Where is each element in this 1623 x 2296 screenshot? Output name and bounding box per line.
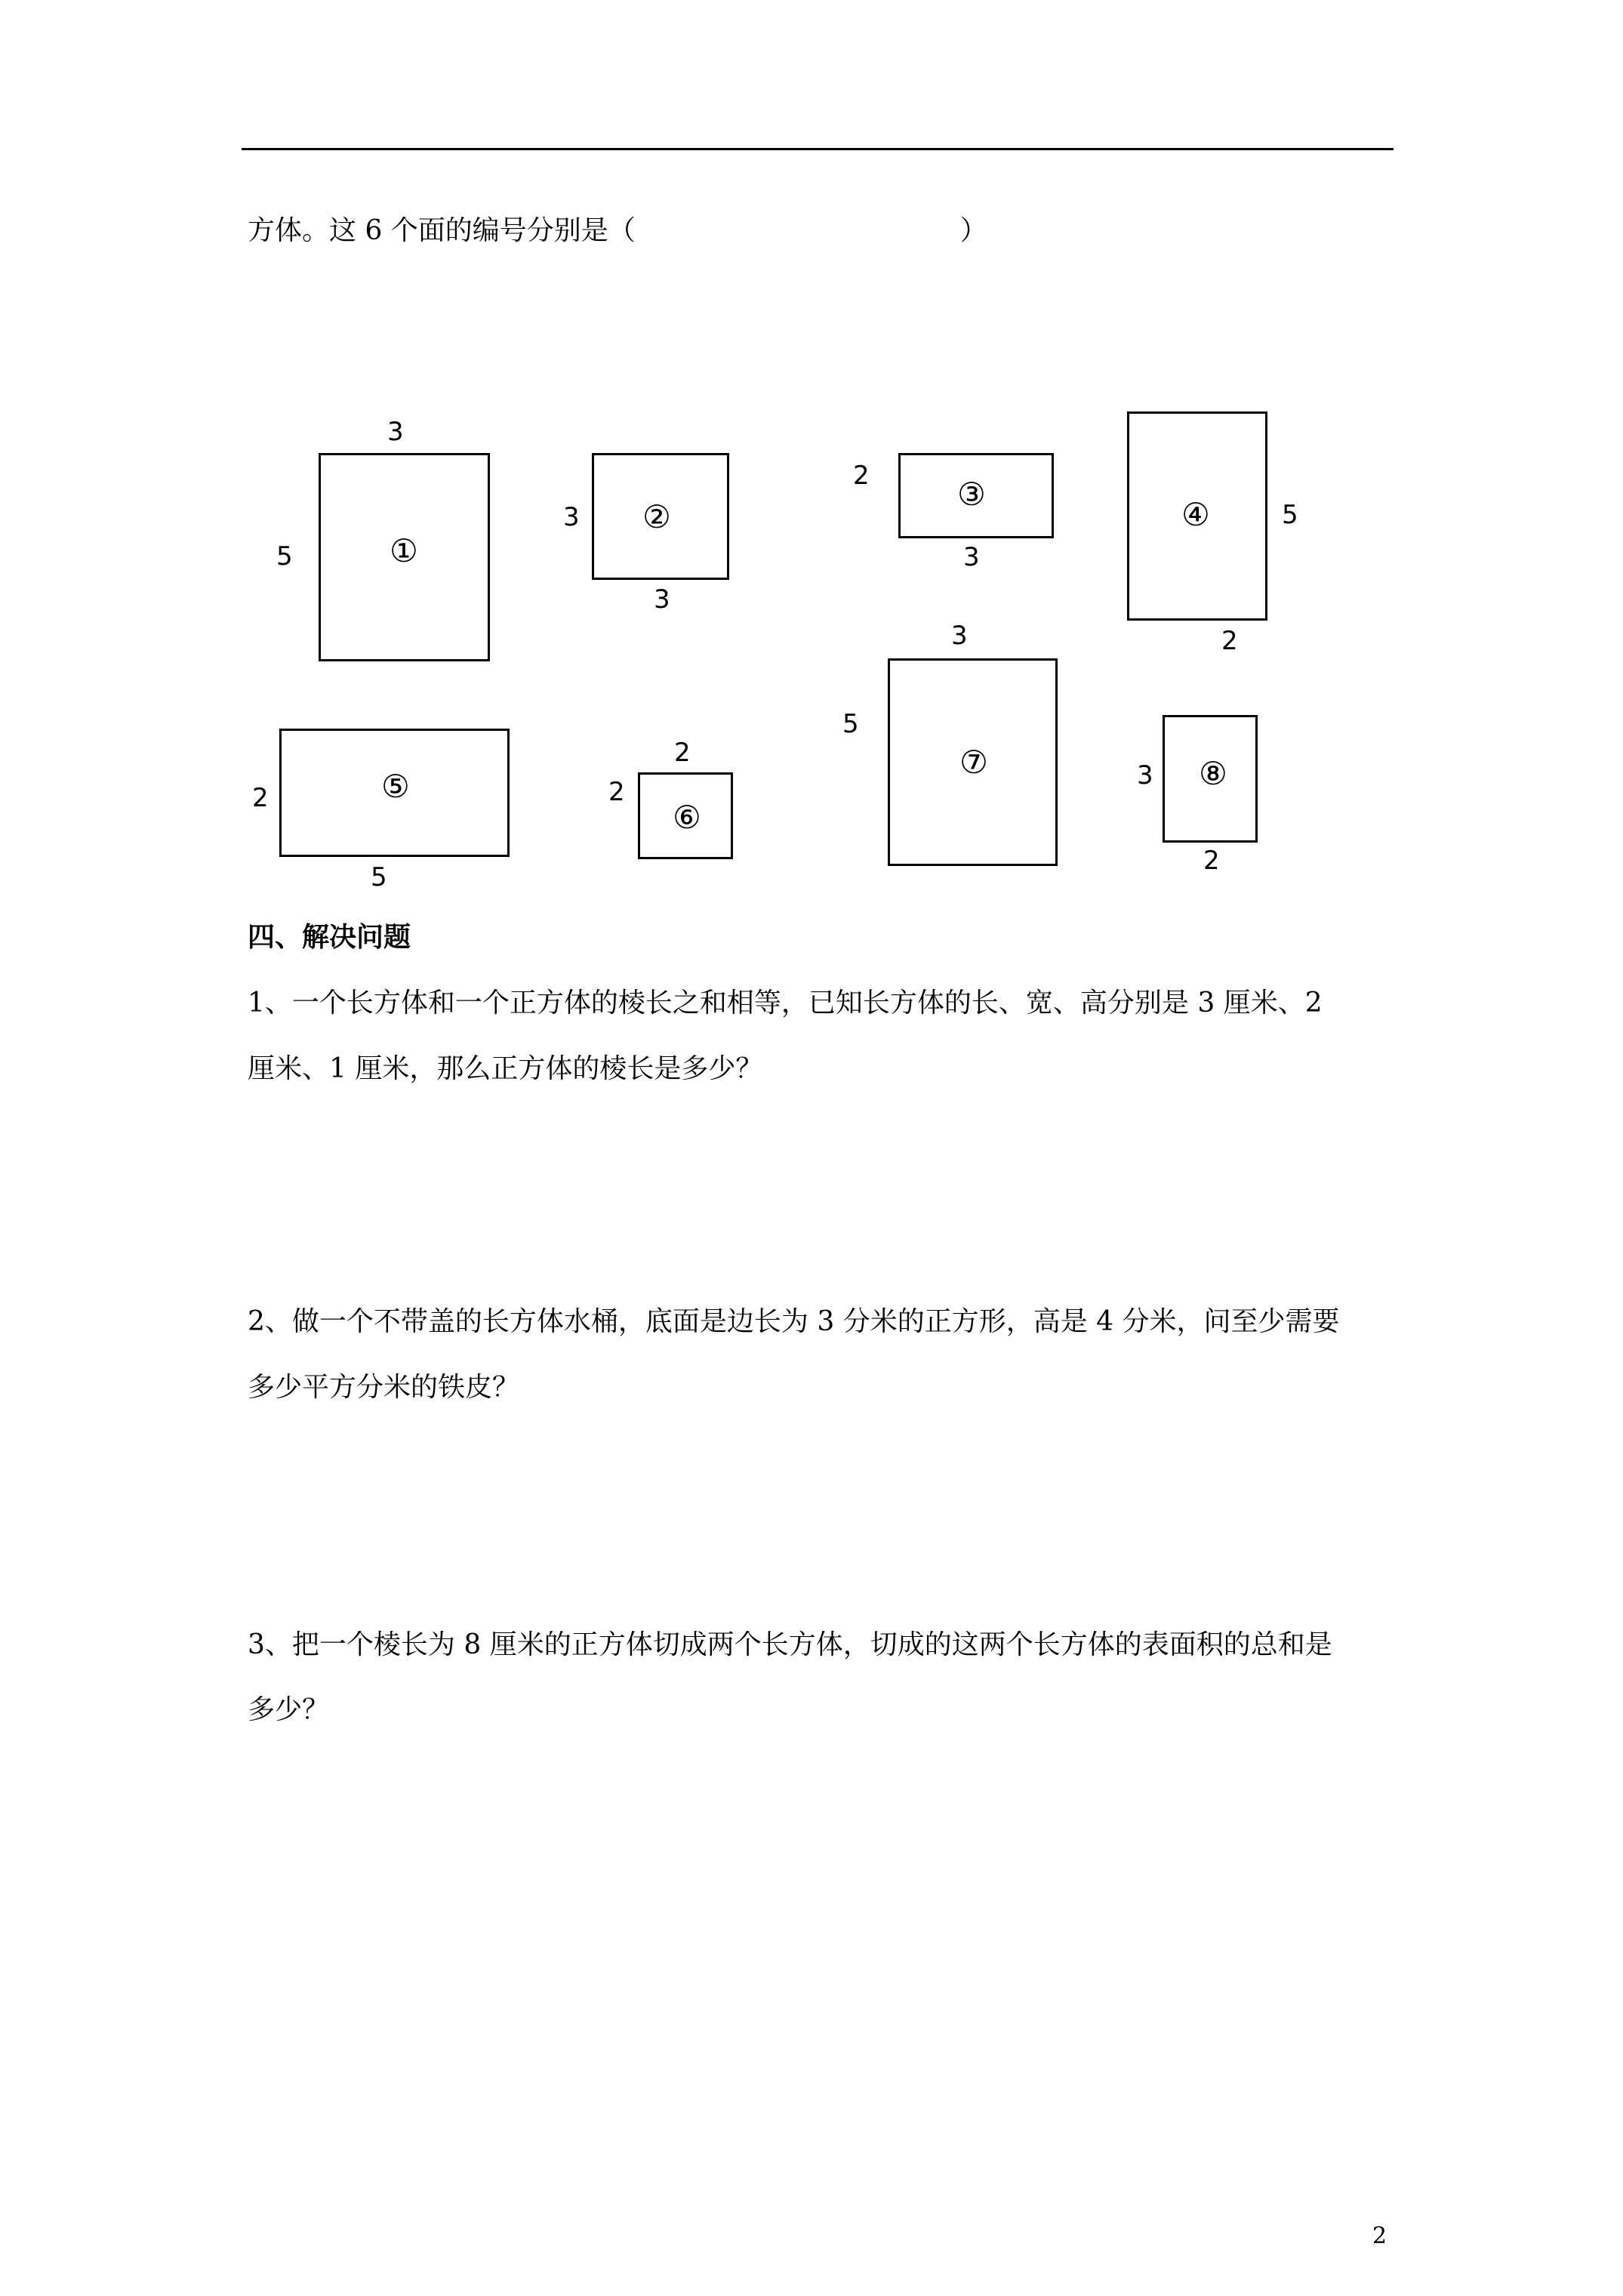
question-continuation xyxy=(248,217,987,245)
page-number: 2 xyxy=(1372,2223,1387,2249)
question-3-line-2: 多少？ xyxy=(248,1694,330,1725)
face-1-label: ① xyxy=(390,532,418,569)
face-5-height: 2 xyxy=(252,783,269,813)
face-6-width: 2 xyxy=(674,738,691,768)
face-6-height: 2 xyxy=(608,777,625,807)
face-1-width: 3 xyxy=(387,417,404,447)
question-3-line-1: 3、把一个棱长为 8 厘米的正方体切成两个长方体，切成的这两个长方体的表面积的总和是 xyxy=(248,1629,1332,1660)
face-3-width: 3 xyxy=(963,542,980,572)
face-4-width: 2 xyxy=(1221,626,1238,656)
face-8-height: 3 xyxy=(1137,760,1153,791)
face-8-label: ⑧ xyxy=(1199,755,1227,792)
face-6-label: ⑥ xyxy=(673,799,701,836)
face-5-width: 5 xyxy=(371,862,387,892)
continuation-close: ） xyxy=(959,215,987,246)
header-rule xyxy=(242,148,1394,150)
continuation-text: 方体。这 6 个面的编号分别是（ xyxy=(248,215,636,246)
face-4-label: ④ xyxy=(1181,496,1210,533)
face-5-label: ⑤ xyxy=(381,768,410,805)
section-title: 四、解决问题 xyxy=(248,921,411,953)
question-2-line-2: 多少平方分米的铁皮？ xyxy=(248,1372,520,1403)
face-4-height: 5 xyxy=(1282,500,1298,530)
face-2-width: 3 xyxy=(654,584,670,615)
face-8-width: 2 xyxy=(1203,846,1220,876)
cuboid-faces-figure xyxy=(226,393,1359,906)
face-3-label: ③ xyxy=(957,476,986,513)
face-1-height: 5 xyxy=(276,541,293,572)
question-1-line-1: 1、一个长方体和一个正方体的棱长之和相等，已知长方体的长、宽、高分别是 3 厘米、2 xyxy=(248,988,1323,1019)
face-2-label: ② xyxy=(642,498,671,535)
face-7-height: 5 xyxy=(842,709,859,739)
face-3-height: 2 xyxy=(853,461,870,491)
face-7-width: 3 xyxy=(951,621,968,651)
question-2-line-1: 2、做一个不带盖的长方体水桶，底面是边长为 3 分米的正方形，高是 4 分米，问至少需要 xyxy=(248,1306,1340,1337)
face-7-label: ⑦ xyxy=(959,744,988,781)
question-1-line-2: 厘米、1 厘米，那么正方体的棱长是多少？ xyxy=(248,1053,763,1084)
face-2-height: 3 xyxy=(563,502,580,532)
